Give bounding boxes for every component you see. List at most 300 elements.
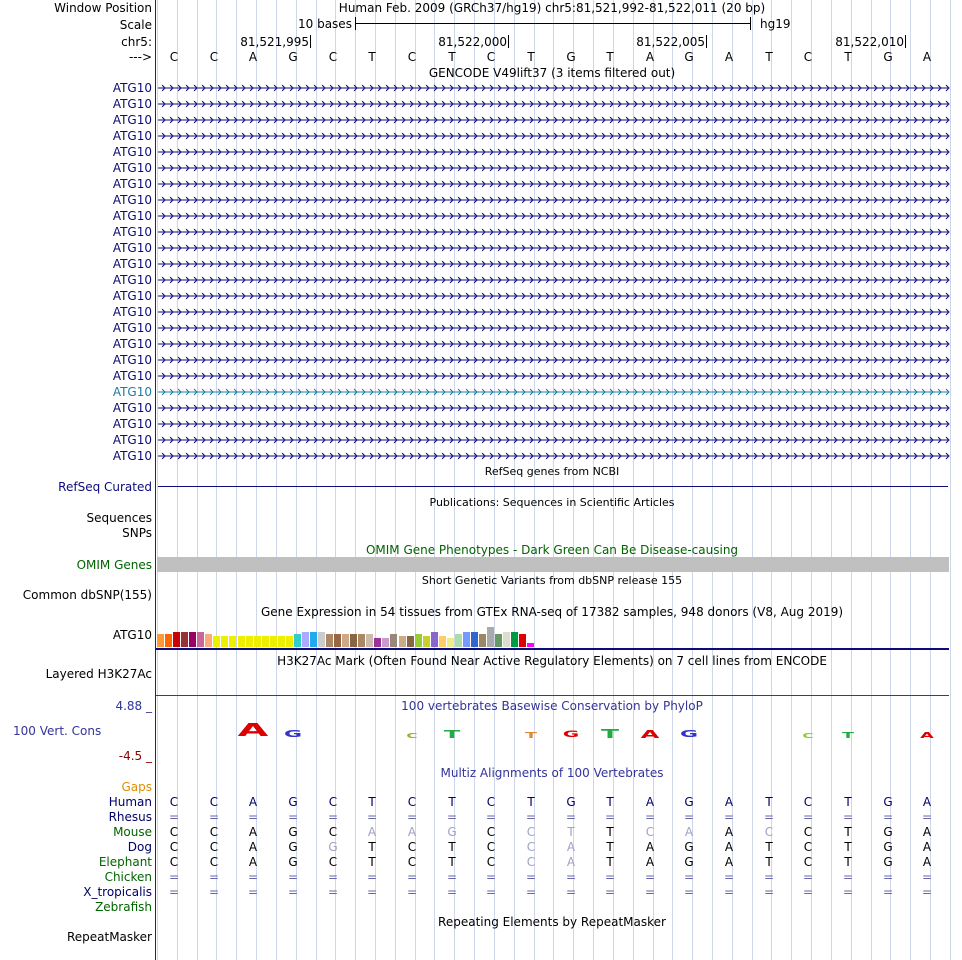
alignment-base: = [446,810,458,824]
alignment-base: C [803,840,813,854]
alignment-base: T [606,840,614,854]
alignment-base: = [168,885,180,899]
publications-sequences-label[interactable]: Sequences [86,511,152,525]
position-tick-label: 81,521,995 [240,35,309,49]
multiz-species-label[interactable]: Dog [127,840,152,854]
gencode-item-label[interactable]: ATG10 [112,449,152,463]
gencode-item-label[interactable]: ATG10 [112,241,152,255]
alignment-base: G [447,825,457,839]
transcript-arrows [158,453,949,459]
alignment-base: A [248,825,258,839]
multiz-species-label[interactable]: Mouse [113,825,152,839]
gencode-item-label[interactable]: ATG10 [112,193,152,207]
alignment-base: T [765,840,773,854]
phylop-base-letter: T [841,731,855,740]
gencode-item-label[interactable]: ATG10 [112,289,152,303]
gencode-transcript[interactable] [158,339,948,349]
grid-line [197,0,198,960]
gtex-tissue-bar[interactable] [511,632,518,647]
alignment-base: A [645,795,655,809]
gencode-item-label[interactable]: ATG10 [112,81,152,95]
phylop-min-label: -4.5 _ [118,749,152,763]
refseq-track-label[interactable]: RefSeq Curated [58,480,152,494]
alignment-base: G [684,795,694,809]
alignment-base: A [724,855,734,869]
h3k27ac-baseline [156,695,949,696]
alignment-base: = [287,810,299,824]
alignment-base: G [288,825,298,839]
alignment-base: = [644,885,656,899]
alignment-base: C [209,855,219,869]
grid-line [712,0,713,960]
alignment-base: G [684,855,694,869]
gencode-item-label[interactable]: ATG10 [112,273,152,287]
position-tick [905,35,906,48]
alignment-base: = [683,885,695,899]
gtex-tissue-bar[interactable] [399,636,406,647]
alignment-base: = [802,885,814,899]
position-tick [508,35,509,48]
gtex-tissue-bar[interactable] [503,632,510,647]
alignment-base: = [485,870,497,884]
alignment-base: T [368,795,376,809]
grid-line [752,0,753,960]
phylop-base-letter: A [920,731,934,740]
alignment-base: = [247,870,259,884]
gencode-transcript[interactable] [158,371,948,381]
gtex-tissue-bar[interactable] [278,636,285,647]
gencode-transcript[interactable] [158,83,948,93]
alignment-base: = [327,885,339,899]
gencode-item-label[interactable]: ATG10 [112,417,152,431]
alignment-base: A [566,855,576,869]
alignment-base: = [327,870,339,884]
gtex-tissue-bar[interactable] [415,634,422,647]
position-tick-label: 81,522,005 [636,35,705,49]
phylop-base-letter: G [283,729,303,740]
multiz-species-label[interactable]: Zebrafish [95,900,152,914]
gtex-tissue-bar[interactable] [302,632,309,647]
base-letter: A [248,50,258,64]
alignment-base: C [486,825,496,839]
alignment-base: = [723,870,735,884]
alignment-base: C [407,855,417,869]
base-letter: T [844,50,852,64]
gtex-tissue-bar[interactable] [173,632,180,647]
alignment-base: C [526,840,536,854]
transcript-arrows [158,261,949,267]
transcript-arrows [158,437,949,443]
multiz-species-label[interactable]: Human [108,795,152,809]
alignment-base: = [723,810,735,824]
gtex-tissue-bar[interactable] [157,634,164,647]
grid-line [633,0,634,960]
gencode-item-label[interactable]: ATG10 [112,353,152,367]
alignment-base: = [882,810,894,824]
alignment-base: = [525,885,537,899]
phylop-score-glyph[interactable] [436,728,468,741]
base-letter: G [684,50,694,64]
alignment-base: = [802,810,814,824]
alignment-base: A [922,840,932,854]
gtex-tissue-bar[interactable] [318,632,325,647]
base-letter: C [209,50,219,64]
gencode-transcript[interactable] [158,435,948,445]
gtex-tissue-bar[interactable] [358,634,365,647]
gtex-tissue-bar[interactable] [382,638,389,647]
base-letter: A [724,50,734,64]
gencode-item-label[interactable]: ATG10 [112,97,152,111]
alignment-base: = [723,885,735,899]
alignment-base: A [566,840,576,854]
gencode-item-label[interactable]: ATG10 [112,433,152,447]
alignment-base: A [684,825,694,839]
omim-track-label[interactable]: OMIM Genes [76,558,152,572]
base-letter: G [883,50,893,64]
base-letter: C [803,50,813,64]
base-letter: C [328,50,338,64]
phylop-base-letter: T [524,731,538,740]
gtex-tissue-bar[interactable] [463,632,470,647]
alignment-base: G [566,795,576,809]
gtex-tissue-bar[interactable] [374,638,381,647]
alignment-base: C [526,855,536,869]
gtex-tissue-bar[interactable] [447,638,454,647]
gencode-item-label[interactable]: ATG10 [112,129,152,143]
scale-label: Scale [119,18,152,32]
transcript-arrows [158,389,949,395]
refseq-track-title: RefSeq genes from NCBI [484,465,620,478]
gtex-tissue-bar[interactable] [197,632,204,647]
phylop-base-letter: C [406,732,418,740]
gtex-tissue-bar[interactable] [487,627,494,647]
grid-line [791,0,792,960]
gtex-tissue-bar[interactable] [527,643,534,647]
grid-line [395,0,396,960]
phylop-base-letter: G [562,730,580,740]
alignment-base: = [842,870,854,884]
alignment-base: = [366,870,378,884]
alignment-base: G [288,840,298,854]
alignment-base: = [366,885,378,899]
alignment-base: = [168,810,180,824]
base-letter: G [288,50,298,64]
grid-line [553,0,554,960]
alignment-base: T [448,855,456,869]
alignment-base: T [448,795,456,809]
gtex-tissue-bar[interactable] [221,636,228,647]
gencode-transcript[interactable] [158,179,948,189]
gencode-transcript[interactable] [158,131,948,141]
gtex-tissue-bar[interactable] [286,636,293,647]
alignment-base: A [645,855,655,869]
alignment-base: C [209,825,219,839]
gtex-tissue-bar[interactable] [270,636,277,647]
alignment-base: C [645,825,655,839]
gtex-tissue-bar[interactable] [479,634,486,647]
gencode-transcript[interactable] [158,115,948,125]
alignment-base: A [922,795,932,809]
gencode-item-label[interactable]: ATG10 [112,209,152,223]
grid-line [871,0,872,960]
alignment-base: = [604,810,616,824]
gencode-item-label[interactable]: ATG10 [112,257,152,271]
gencode-item-label[interactable]: ATG10 [112,401,152,415]
gencode-transcript[interactable] [158,147,948,157]
position-tick [310,35,311,48]
gtex-tissue-bar[interactable] [519,634,526,647]
alignment-base: T [606,855,614,869]
gtex-tissue-bar[interactable] [407,636,414,647]
gtex-tissue-bar[interactable] [229,636,236,647]
gencode-item-label[interactable]: ATG10 [112,337,152,351]
h3k27ac-track-label[interactable]: Layered H3K27Ac [45,667,152,681]
alignment-base: C [526,825,536,839]
scale-bar-text: 10 bases [298,17,352,31]
scale-bar-right-tick [750,17,751,30]
alignment-base: C [803,855,813,869]
gtex-tissue-bar[interactable] [423,636,430,647]
alignment-base: T [765,795,773,809]
gtex-tissue-bar[interactable] [181,632,188,647]
alignment-base: A [922,825,932,839]
gtex-tissue-bar[interactable] [294,634,301,647]
alignment-base: = [763,810,775,824]
alignment-base: = [168,870,180,884]
alignment-base: G [288,795,298,809]
gtex-tissue-bar[interactable] [238,636,245,647]
gencode-transcript[interactable] [158,275,948,285]
alignment-base: A [367,825,377,839]
alignment-base: C [169,825,179,839]
gencode-transcript[interactable] [158,307,948,317]
gencode-item-label[interactable]: ATG10 [112,305,152,319]
phylop-score-glyph[interactable] [911,731,943,740]
gencode-transcript[interactable] [158,451,948,461]
gencode-item-label[interactable]: ATG10 [112,161,152,175]
alignment-base: T [844,795,852,809]
gencode-item-label[interactable]: ATG10 [112,385,152,399]
gencode-item-label[interactable]: ATG10 [112,145,152,159]
alignment-base: = [446,885,458,899]
gencode-item-label[interactable]: ATG10 [112,225,152,239]
alignment-base: A [922,855,932,869]
alignment-base: G [288,855,298,869]
alignment-base: = [604,870,616,884]
gtex-tissue-bar[interactable] [495,634,502,647]
alignment-base: = [921,870,933,884]
transcript-arrows [158,293,949,299]
gtex-tissue-bar[interactable] [439,636,446,647]
transcript-arrows [158,197,949,203]
gtex-tissue-bar[interactable] [350,634,357,647]
window-position-value[interactable]: Human Feb. 2009 (GRCh37/hg19) chr5:81,521,992-81,522,011 (20 bp) [338,1,766,15]
scale-db: hg19 [760,17,791,31]
alignment-base: C [407,795,417,809]
phylop-base-letter: G [679,729,699,740]
gencode-transcript[interactable] [158,355,948,365]
alignment-base: C [803,825,813,839]
alignment-base: C [328,795,338,809]
gtex-tissue-bar[interactable] [165,634,172,647]
gtex-tissue-bar[interactable] [455,634,462,647]
gtex-track-title: Gene Expression in 54 tissues from GTEx RNA-seq of 17382 samples, 948 donors (V8, Aug 2019) [260,605,844,619]
alignment-base: = [247,885,259,899]
gencode-transcript[interactable] [158,387,948,397]
gencode-transcript[interactable] [158,195,948,205]
grid-line [672,0,673,960]
dbsnp-track-label[interactable]: Common dbSNP(155) [22,588,152,602]
h3k27ac-track-title: H3K27Ac Mark (Often Found Near Active Regulatory Elements) on 7 cell lines from ENCODE [277,654,827,668]
gencode-transcript[interactable] [158,243,948,253]
gencode-transcript[interactable] [158,259,948,269]
base-letter: T [527,50,535,64]
alignment-base: C [169,855,179,869]
gencode-item-label[interactable]: ATG10 [112,369,152,383]
alignment-base: = [208,810,220,824]
alignment-base: A [248,855,258,869]
gtex-tissue-bar[interactable] [246,636,253,647]
alignment-base: = [485,885,497,899]
alignment-base: = [644,870,656,884]
alignment-base: C [407,840,417,854]
phylop-score-glyph[interactable] [673,729,705,740]
alignment-base: = [683,870,695,884]
base-letter: T [765,50,773,64]
multiz-gaps-label[interactable]: Gaps [121,780,152,794]
base-letter: C [407,50,417,64]
phylop-track-label[interactable]: 100 Vert. Cons [13,724,102,738]
window-position-label: Window Position [54,1,152,15]
alignment-base: T [844,840,852,854]
base-letter: T [448,50,456,64]
alignment-base: G [883,795,893,809]
alignment-base: = [247,810,259,824]
alignment-base: C [209,840,219,854]
gtex-tissue-bar[interactable] [390,634,397,647]
gencode-transcript[interactable] [158,323,948,333]
multiz-species-label[interactable]: Rhesus [108,810,152,824]
gencode-transcript[interactable] [158,403,948,413]
omim-gene-bar[interactable] [157,557,949,572]
transcript-arrows [158,213,949,219]
base-letter: T [368,50,376,64]
alignment-base: = [406,810,418,824]
gtex-tissue-bar[interactable] [471,632,478,647]
transcript-arrows [158,149,949,155]
gencode-transcript[interactable] [158,227,948,237]
alignment-base: = [525,870,537,884]
gtex-tissue-bar[interactable] [262,636,269,647]
chrom-label: chr5: [121,35,152,49]
gtex-tissue-bar[interactable] [326,634,333,647]
gtex-track-label[interactable]: ATG10 [112,628,152,642]
multiz-species-label[interactable]: Elephant [98,855,152,869]
repeatmasker-track-title: Repeating Elements by RepeatMasker [438,915,666,929]
base-letter: A [645,50,655,64]
repeatmasker-track-label[interactable]: RepeatMasker [66,930,152,944]
transcript-arrows [158,245,949,251]
alignment-base: = [406,870,418,884]
gtex-tissue-bar[interactable] [366,634,373,647]
gtex-tissue-bar[interactable] [189,632,196,647]
alignment-base: T [368,840,376,854]
position-tick-label: 81,522,010 [835,35,904,49]
alignment-base: A [248,795,258,809]
alignment-base: = [763,885,775,899]
alignment-base: = [525,810,537,824]
gencode-item-label[interactable]: ATG10 [112,321,152,335]
alignment-base: C [169,795,179,809]
alignment-base: C [328,855,338,869]
alignment-base: A [724,825,734,839]
alignment-base: G [883,855,893,869]
alignment-base: C [764,825,774,839]
gtex-tissue-bar[interactable] [310,632,317,647]
alignment-base: = [446,870,458,884]
grid-line [236,0,237,960]
transcript-arrows [158,165,949,171]
multiz-track-title: Multiz Alignments of 100 Vertebrates [440,766,664,780]
grid-line [910,0,911,960]
grid-line [355,0,356,960]
alignment-base: C [328,825,338,839]
alignment-base: C [169,840,179,854]
gencode-transcript[interactable] [158,291,948,301]
gtex-tissue-bar[interactable] [213,636,220,647]
publications-snps-label[interactable]: SNPs [122,526,152,540]
transcript-arrows [158,325,949,331]
position-tick [706,35,707,48]
phylop-max-label: 4.88 _ [115,699,152,713]
alignment-base: = [208,870,220,884]
refseq-gene-line[interactable] [158,486,948,487]
transcript-arrows [158,101,949,107]
transcript-arrows [158,373,949,379]
phylop-base-letter: C [802,732,814,740]
gtex-gene-line [156,648,949,650]
transcript-arrows [158,421,949,427]
gtex-tissue-bar[interactable] [342,634,349,647]
phylop-base-letter: T [443,728,461,741]
multiz-species-label[interactable]: Chicken [104,870,152,884]
gencode-item-label[interactable]: ATG10 [112,177,152,191]
gencode-transcript[interactable] [158,99,948,109]
alignment-base: T [368,855,376,869]
gtex-tissue-bar[interactable] [431,632,438,647]
transcript-arrows [158,133,949,139]
gencode-item-label[interactable]: ATG10 [112,113,152,127]
transcript-arrows [158,229,949,235]
gencode-transcript[interactable] [158,419,948,429]
transcript-arrows [158,181,949,187]
grid-line [593,0,594,960]
alignment-base: = [565,810,577,824]
gtex-tissue-bar[interactable] [334,634,341,647]
phylop-score-glyph[interactable] [277,729,309,740]
gtex-tissue-bar[interactable] [205,634,212,647]
gtex-tissue-bar[interactable] [254,636,261,647]
gencode-transcript[interactable] [158,163,948,173]
phylop-base-letter: T [600,727,620,741]
alignment-base: C [209,795,219,809]
gencode-transcript[interactable] [158,211,948,221]
alignment-base: T [448,840,456,854]
alignment-base: G [328,840,338,854]
multiz-species-label[interactable]: X_tropicalis [83,885,152,899]
alignment-base: = [208,885,220,899]
phylop-score-glyph[interactable] [832,731,864,740]
